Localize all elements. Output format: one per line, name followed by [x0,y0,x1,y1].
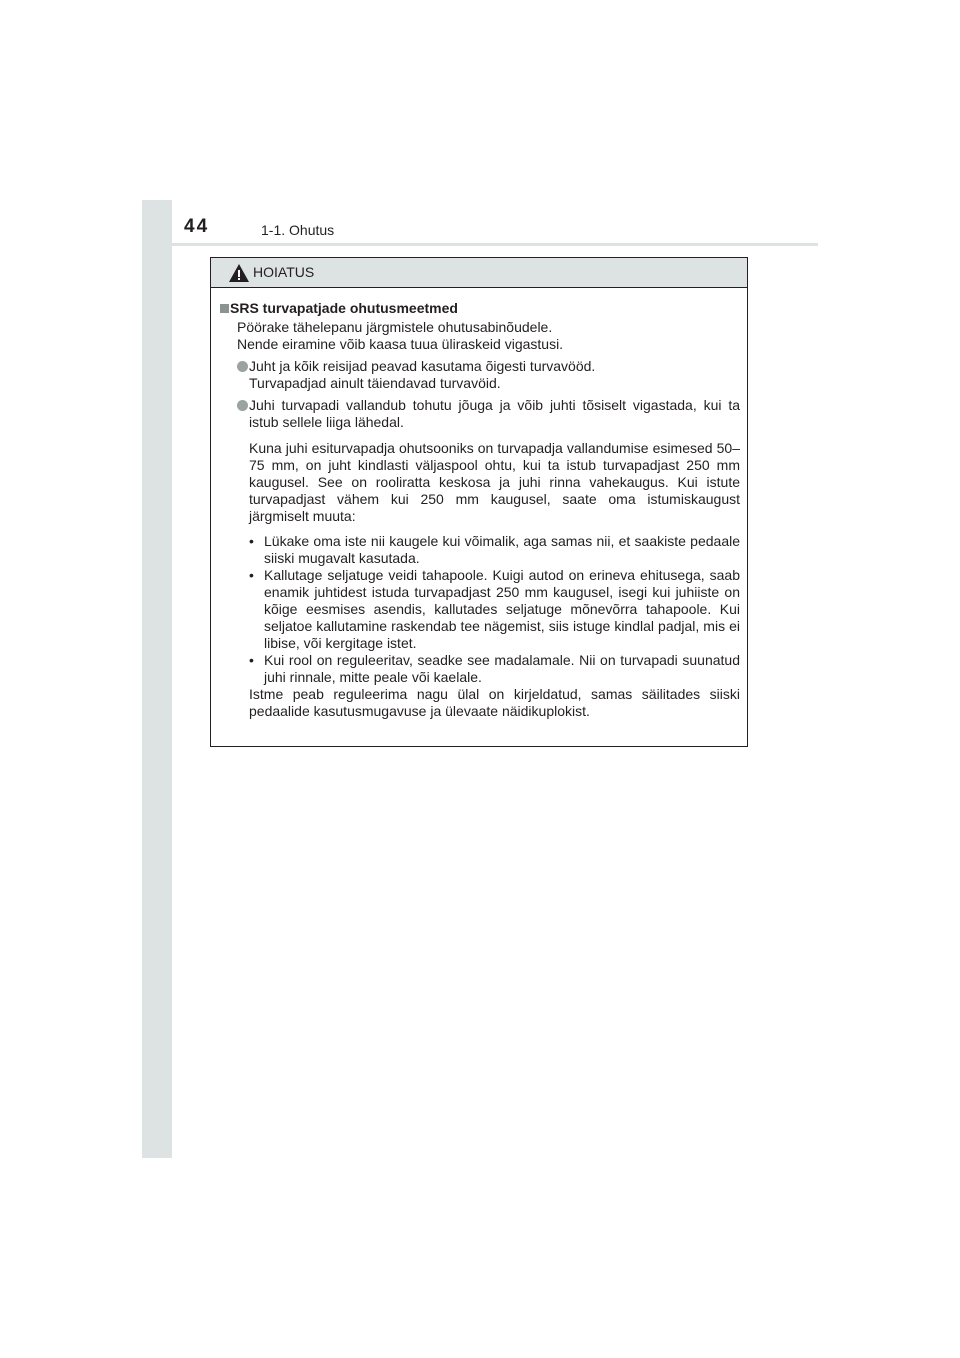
closing-paragraph: Istme peab reguleerima nagu ülal on kirjeldatud, samas säilitades siiski pedaalide kasutusmugavuse ja ülevaate näidikuplokist. [249,686,740,719]
section-heading-text: SRS turvapatjade ohutusmeetmed [230,300,458,316]
warning-box [210,257,748,747]
section-heading [218,300,740,317]
section-title: 1-1. Ohutus [261,222,335,238]
round-bullet-icon [237,361,248,372]
item-line: Juht ja kõik reisijad peavad kasutama õigesti turvavööd. [249,358,596,374]
detail-paragraph: Kuna juhi esiturvapadja ohutsooniks on turvapadja vallandumise esimesed 50–75 mm, on juht kindlasti väljaspool ohtu, kui ta istub turvapadjast 250 mm kaugusel. See on rooliratta keskosa ja juhi rinna vahekaugus. Kui istute turvapadjast vähem kui 250 mm kaugusel, saate oma istumiskaugust järgmiselt muuta: [249,440,740,524]
page-number: 44 [184,216,210,237]
bullet-dot-icon: • [249,652,254,668]
item-line: Turvapadjad ainult täiendavad turvavöid. [249,375,501,391]
bullet-item [249,533,740,567]
warning-triangle-icon [228,263,250,283]
bullet-dot-icon: • [249,533,254,549]
bullet-list [249,533,740,686]
intro-line: Nende eiramine võib kaasa tuua üliraskeid vigastusi. [237,336,564,352]
warning-header [211,258,747,288]
intro-text [237,319,740,353]
bullet-dot-icon: • [249,567,254,583]
bullet-item [249,652,740,686]
warning-body [211,288,747,720]
header-divider [172,243,818,246]
list-item [237,358,740,392]
item-text: Juhi turvapadi vallandub tohutu jõuga ja võib juhti tõsiselt vigastada, kui ta istub sellele liiga lähedal. [249,397,740,430]
warning-title: HOIATUS [253,264,315,280]
bullet-text: Lükake oma iste nii kaugele kui võimalik, aga samas nii, et saakiste pedaale siiski mugavalt kasutada. [264,533,740,566]
bullet-text: Kui rool on reguleeritav, seadke see madalamale. Nii on turvapadi suunatud juhi rinnale, mitte peale või kaelale. [264,652,740,685]
list-item [237,397,740,431]
intro-line: Pöörake tähelepanu järgmistele ohutusabinõudele. [237,319,553,335]
bullet-text: Kallutage seljatuge veidi tahapoole. Kuigi autod on erineva ehitusega, saab enamik juhtidest istuda turvapadjast 250 mm kaugusel, isegi kui juhiiste on kõige eesmises asendis, kallutades seljatuge mõnevõrra tahapoole. Kui seljatoe kallutamine raskendab tee nägemist, siis istuge kindlal padjal, mis ei libise, või kergitage istet. [264,567,740,651]
round-bullet-icon [237,400,248,411]
bullet-item [249,567,740,652]
square-bullet-icon [220,304,229,313]
side-margin-bar [142,200,172,1158]
